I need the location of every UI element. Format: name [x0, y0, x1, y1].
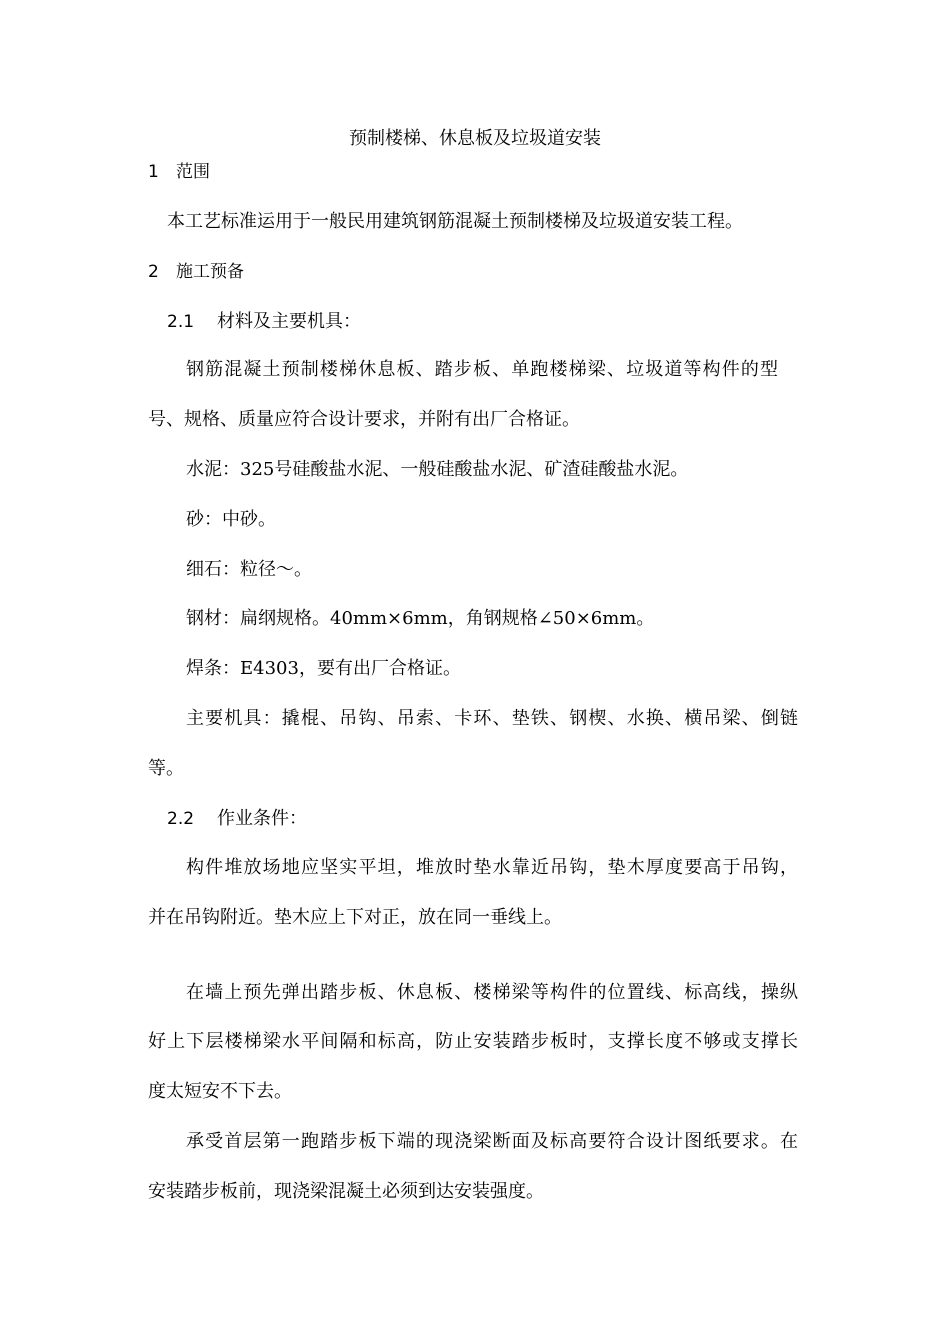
section-1-paragraph: 本工艺标准运用于一般民用建筑钢筋混凝土预制楼梯及垃圾道安装工程。	[167, 211, 743, 232]
section-2-number: 2	[148, 262, 159, 282]
subsection-2-2-number: 2.2	[167, 809, 195, 829]
subsection-2-2-title: 作业条件：	[217, 808, 307, 829]
conditions-paragraph-1-line-1: 构件堆放场地应坚实平坦，堆放时垫水靠近吊钩，垫木厚度要高于吊钩，	[186, 857, 798, 878]
steel-line: 钢材：扁纲规格。40mm×6mm，角钢规格∠50×6mm。	[186, 608, 655, 629]
subsection-2-1-number: 2.1	[167, 312, 195, 332]
section-1-title: 范围	[176, 162, 210, 182]
section-2-heading	[148, 260, 244, 284]
materials-paragraph-line-1: 钢筋混凝土预制楼梯休息板、踏步板、单跑楼梯梁、垃圾道等构件的型	[186, 359, 778, 380]
tools-line-2: 等。	[148, 758, 184, 779]
cement-line: 水泥：325号硅酸盐水泥、一般硅酸盐水泥、矿渣硅酸盐水泥。	[186, 459, 689, 480]
tools-line-1: 主要机具：撬棍、吊钩、吊索、卡环、垫铁、钢楔、水换、横吊梁、倒链	[186, 708, 798, 729]
section-1-heading	[148, 160, 210, 184]
conditions-paragraph-3-line-2: 安装踏步板前，现浇梁混凝土必须到达安装强度。	[148, 1181, 544, 1202]
subsection-2-2-heading	[167, 807, 307, 831]
conditions-paragraph-1-line-2: 并在吊钩附近。垫木应上下对正，放在同一垂线上。	[148, 907, 562, 928]
materials-paragraph-line-2: 号、规格、质量应符合设计要求，并附有出厂合格证。	[148, 409, 580, 430]
gravel-line: 细石：粒径～。	[186, 559, 312, 580]
section-2-title: 施工预备	[176, 262, 244, 282]
subsection-2-1-title: 材料及主要机具：	[217, 311, 361, 332]
conditions-paragraph-3-line-1: 承受首层第一跑踏步板下端的现浇梁断面及标高要符合设计图纸要求。在	[186, 1131, 798, 1152]
conditions-paragraph-2-line-1: 在墙上预先弹出踏步板、休息板、楼梯梁等构件的位置线、标高线，操纵	[186, 982, 798, 1003]
section-1-number: 1	[148, 162, 159, 182]
sand-line: 砂：中砂。	[186, 509, 276, 530]
document-title: 预制楼梯、休息板及垃圾道安装	[349, 128, 601, 149]
subsection-2-1-heading	[167, 310, 361, 334]
conditions-paragraph-2-line-3: 度太短安不下去。	[148, 1081, 292, 1102]
electrode-line: 焊条：E4303，要有出厂合格证。	[186, 658, 461, 679]
conditions-paragraph-2-line-2: 好上下层楼梯梁水平间隔和标高，防止安装踏步板时，支撑长度不够或支撑长	[148, 1031, 798, 1052]
